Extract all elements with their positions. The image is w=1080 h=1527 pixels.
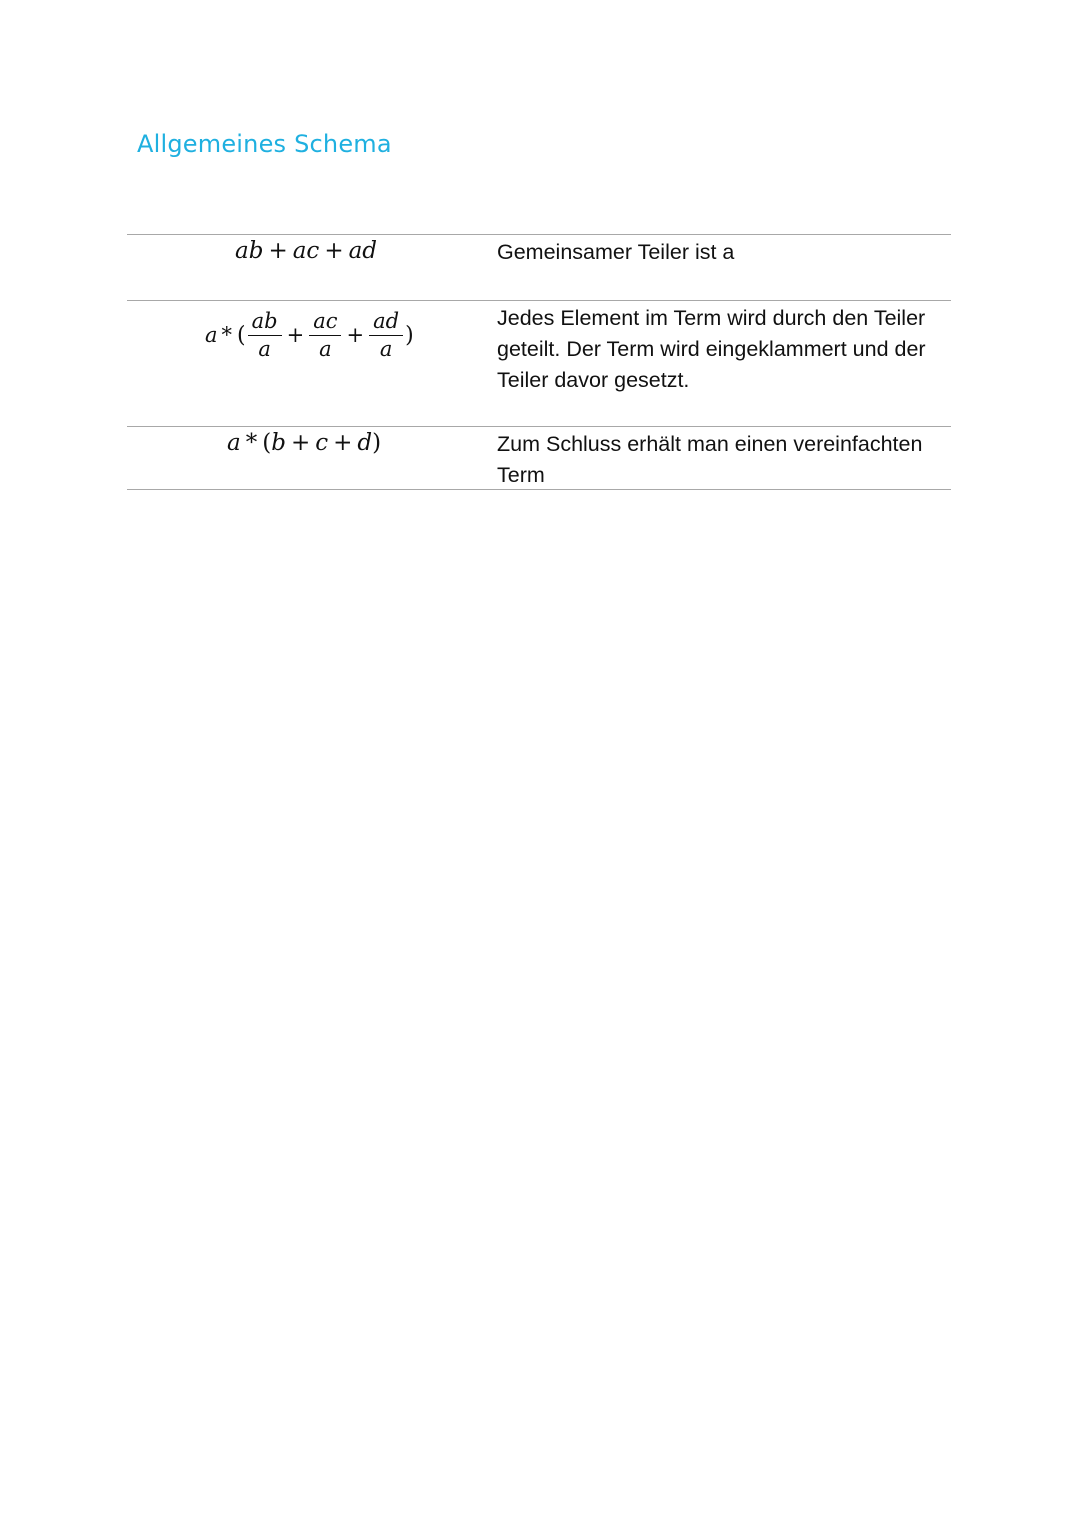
explanation-1: Gemeinsamer Teiler ist a xyxy=(497,240,735,264)
schema-row-1 xyxy=(127,234,951,300)
times-sign: * xyxy=(221,323,233,347)
plus-sign: + xyxy=(286,323,305,347)
page-heading: Allgemeines Schema xyxy=(137,130,392,158)
fraction-ac-over-a: $\frac{ac}{a}$ xyxy=(309,311,341,360)
schema-row-2 xyxy=(127,300,951,426)
explanation-2: Jedes Element im Term wird durch den Teiler geteilt. Der Term wird eingeklammert und der Teiler davor gesetzt. xyxy=(497,306,926,392)
fraction-ad-over-a: $\frac{ad}{a}$ xyxy=(369,311,403,360)
expression-factored-fractions xyxy=(205,303,415,367)
close-paren: ) xyxy=(405,322,414,348)
expression-simplified: a * (b + c + d) xyxy=(227,430,382,456)
open-paren: ( xyxy=(237,322,246,348)
explanation-3: Zum Schluss erhält man einen vereinfachten Term xyxy=(497,432,923,487)
schema-row-3 xyxy=(127,426,951,490)
schema-table xyxy=(127,234,951,490)
fraction-ab-over-a: $\frac{ab}{a}$ xyxy=(248,311,282,360)
plus-sign: + xyxy=(346,323,365,347)
expression-original: ab + ac + ad xyxy=(235,238,378,264)
factor: a xyxy=(205,323,218,347)
